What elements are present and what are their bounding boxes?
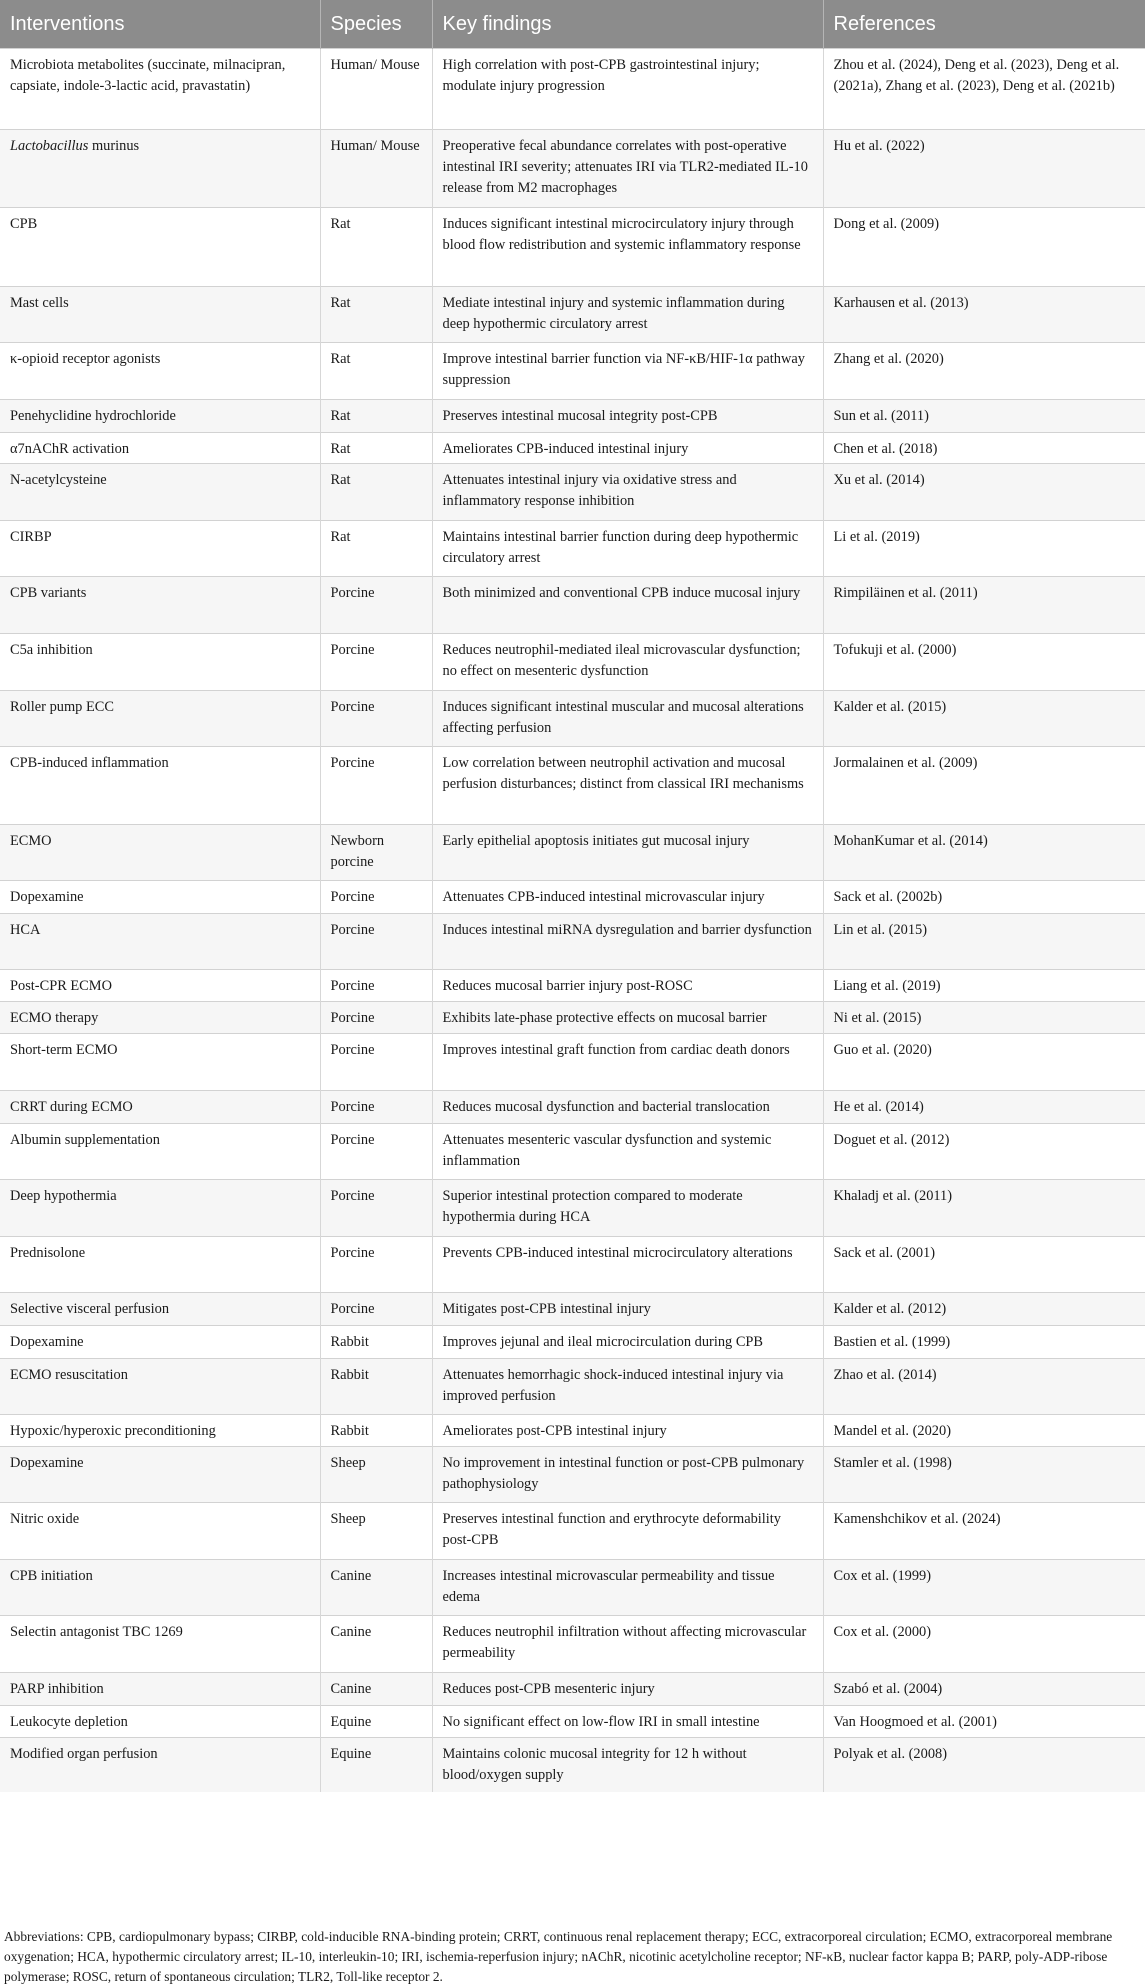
cell-species: Rabbit (320, 1326, 432, 1359)
cell-references: Kalder et al. (2012) (823, 1293, 1145, 1326)
cell-species: Equine (320, 1706, 432, 1738)
cell-intervention: CPB (0, 208, 320, 287)
table-row (0, 1447, 1145, 1503)
cell-references: Zhao et al. (2014) (823, 1359, 1145, 1415)
cell-references: Sack et al. (2002b) (823, 881, 1145, 914)
cell-species: Rat (320, 287, 432, 343)
cell-references: Kalder et al. (2015) (823, 691, 1145, 747)
cell-intervention: Leukocyte depletion (0, 1706, 320, 1738)
cell-references: Zhang et al. (2020) (823, 343, 1145, 400)
cell-species: Porcine (320, 1124, 432, 1180)
cell-intervention: Hypoxic/hyperoxic preconditioning (0, 1415, 320, 1447)
cell-intervention: CPB variants (0, 577, 320, 634)
table-row (0, 1738, 1145, 1792)
cell-species: Porcine (320, 691, 432, 747)
cell-species: Porcine (320, 1180, 432, 1237)
cell-references: Kamenshchikov et al. (2024) (823, 1503, 1145, 1560)
table-row (0, 1293, 1145, 1326)
cell-references: Liang et al. (2019) (823, 970, 1145, 1002)
cell-references: Polyak et al. (2008) (823, 1738, 1145, 1792)
table-row (0, 208, 1145, 287)
cell-species: Porcine (320, 634, 432, 691)
cell-key-findings: Mitigates post-CPB intestinal injury (432, 1293, 823, 1326)
cell-key-findings: Preserves intestinal function and erythrocyte deformability post-CPB (432, 1503, 823, 1560)
cell-references: Stamler et al. (1998) (823, 1447, 1145, 1503)
cell-species: Rabbit (320, 1359, 432, 1415)
cell-intervention: ECMO therapy (0, 1002, 320, 1034)
cell-species: Porcine (320, 1237, 432, 1293)
table-row (0, 970, 1145, 1002)
cell-species: Canine (320, 1673, 432, 1706)
cell-intervention: C5a inhibition (0, 634, 320, 691)
cell-key-findings: Both minimized and conventional CPB induce mucosal injury (432, 577, 823, 634)
table-header (0, 0, 1145, 49)
table-row (0, 1002, 1145, 1034)
cell-intervention: CRRT during ECMO (0, 1091, 320, 1124)
cell-species: Porcine (320, 914, 432, 970)
cell-intervention: Dopexamine (0, 1447, 320, 1503)
table-row (0, 49, 1145, 130)
cell-references: Dong et al. (2009) (823, 208, 1145, 287)
cell-key-findings: High correlation with post-CPB gastrointestinal injury; modulate injury progression (432, 49, 823, 130)
cell-intervention: Short-term ECMO (0, 1034, 320, 1091)
cell-intervention: CIRBP (0, 521, 320, 577)
cell-intervention: Deep hypothermia (0, 1180, 320, 1237)
table-row (0, 634, 1145, 691)
cell-species: Porcine (320, 970, 432, 1002)
table-row (0, 130, 1145, 208)
cell-key-findings: Attenuates CPB-induced intestinal microvascular injury (432, 881, 823, 914)
table-row (0, 287, 1145, 343)
cell-key-findings: Prevents CPB-induced intestinal microcirculatory alterations (432, 1237, 823, 1293)
cell-intervention: Albumin supplementation (0, 1124, 320, 1180)
cell-intervention: Dopexamine (0, 1326, 320, 1359)
cell-species: Sheep (320, 1447, 432, 1503)
table-row (0, 1560, 1145, 1616)
table-row (0, 747, 1145, 825)
cell-key-findings: Induces significant intestinal muscular and mucosal alterations affecting perfusion (432, 691, 823, 747)
cell-key-findings: Induces intestinal miRNA dysregulation and barrier dysfunction (432, 914, 823, 970)
cell-key-findings: Attenuates mesenteric vascular dysfunction and systemic inflammation (432, 1124, 823, 1180)
header-references: References (823, 0, 1145, 49)
cell-references: Lin et al. (2015) (823, 914, 1145, 970)
table-row (0, 433, 1145, 464)
cell-key-findings: Early epithelial apoptosis initiates gut mucosal injury (432, 825, 823, 881)
table-row (0, 464, 1145, 521)
cell-key-findings: Preserves intestinal mucosal integrity post-CPB (432, 400, 823, 433)
table-row (0, 1415, 1145, 1447)
cell-key-findings: No significant effect on low-flow IRI in small intestine (432, 1706, 823, 1738)
cell-intervention: Selectin antagonist TBC 1269 (0, 1616, 320, 1673)
cell-intervention: ECMO resuscitation (0, 1359, 320, 1415)
cell-key-findings: Reduces neutrophil-mediated ileal microvascular dysfunction; no effect on mesenteric dysfunction (432, 634, 823, 691)
cell-key-findings: Improves jejunal and ileal microcirculation during CPB (432, 1326, 823, 1359)
cell-references: Van Hoogmoed et al. (2001) (823, 1706, 1145, 1738)
header-key-findings: Key findings (432, 0, 823, 49)
table-row (0, 825, 1145, 881)
table-row (0, 577, 1145, 634)
abbreviations-footnote: Abbreviations: CPB, cardiopulmonary bypass; CIRBP, cold-inducible RNA-binding protein; CRRT, continuous renal replacement therapy; ECC, extracorporeal circulation; ECMO, extracorporeal membrane oxygenation; HCA, hypothermic circulatory arrest; IL-10, interleukin-10; IRI, ischemia-reperfusion injury; nAChR, nicotinic acetylcholine receptor; NF-κB, nuclear factor kappa B; PARP, poly-ADP-ribose polymerase; ROSC, return of spontaneous circulation; TLR2, Toll-like receptor 2. (4, 1929, 1113, 1984)
cell-intervention: N-acetylcysteine (0, 464, 320, 521)
header-species: Species (320, 0, 432, 49)
cell-species: Rat (320, 464, 432, 521)
cell-key-findings: No improvement in intestinal function or post-CPB pulmonary pathophysiology (432, 1447, 823, 1503)
table-row (0, 521, 1145, 577)
cell-references: Cox et al. (2000) (823, 1616, 1145, 1673)
cell-references: Doguet et al. (2012) (823, 1124, 1145, 1180)
cell-species: Porcine (320, 1293, 432, 1326)
cell-intervention: HCA (0, 914, 320, 970)
cell-key-findings: Reduces mucosal dysfunction and bacterial translocation (432, 1091, 823, 1124)
intervention-species-epithet: murinus (88, 138, 140, 154)
table-row (0, 1706, 1145, 1738)
cell-species: Porcine (320, 1091, 432, 1124)
cell-references: Cox et al. (1999) (823, 1560, 1145, 1616)
cell-key-findings: Improve intestinal barrier function via NF-κB/HIF-1α pathway suppression (432, 343, 823, 400)
table-row (0, 1091, 1145, 1124)
table-row (0, 1326, 1145, 1359)
cell-key-findings: Attenuates hemorrhagic shock-induced intestinal injury via improved perfusion (432, 1359, 823, 1415)
cell-intervention: Prednisolone (0, 1237, 320, 1293)
cell-species: Newborn porcine (320, 825, 432, 881)
cell-species: Porcine (320, 747, 432, 825)
cell-species: Human/ Mouse (320, 49, 432, 130)
cell-intervention: Nitric oxide (0, 1503, 320, 1560)
cell-species: Rat (320, 208, 432, 287)
cell-intervention: Post-CPR ECMO (0, 970, 320, 1002)
table-row (0, 1034, 1145, 1091)
cell-species: Canine (320, 1560, 432, 1616)
table-row (0, 1124, 1145, 1180)
cell-references: He et al. (2014) (823, 1091, 1145, 1124)
table-row (0, 1359, 1145, 1415)
cell-key-findings: Reduces mucosal barrier injury post-ROSC (432, 970, 823, 1002)
header-row (0, 0, 1145, 49)
cell-references: Hu et al. (2022) (823, 130, 1145, 208)
cell-references: Karhausen et al. (2013) (823, 287, 1145, 343)
cell-intervention: Mast cells (0, 287, 320, 343)
cell-species: Rabbit (320, 1415, 432, 1447)
cell-references: Tofukuji et al. (2000) (823, 634, 1145, 691)
cell-references: MohanKumar et al. (2014) (823, 825, 1145, 881)
cell-intervention: Microbiota metabolites (succinate, milnacipran, capsiate, indole-3-lactic acid, pravastatin) (0, 49, 320, 130)
cell-key-findings: Maintains colonic mucosal integrity for 12 h without blood/oxygen supply (432, 1738, 823, 1792)
cell-key-findings: Reduces post-CPB mesenteric injury (432, 1673, 823, 1706)
cell-key-findings: Preoperative fecal abundance correlates with post-operative intestinal IRI severity; attenuates IRI via TLR2-mediated IL-10 release from M2 macrophages (432, 130, 823, 208)
cell-key-findings: Induces significant intestinal microcirculatory injury through blood flow redistribution and systemic inflammatory response (432, 208, 823, 287)
table-body (0, 49, 1145, 1792)
cell-references: Xu et al. (2014) (823, 464, 1145, 521)
cell-intervention: Roller pump ECC (0, 691, 320, 747)
cell-key-findings: Increases intestinal microvascular permeability and tissue edema (432, 1560, 823, 1616)
cell-intervention: ECMO (0, 825, 320, 881)
cell-references: Chen et al. (2018) (823, 433, 1145, 464)
table-row (0, 1503, 1145, 1560)
header-interventions: Interventions (0, 0, 320, 49)
cell-species: Sheep (320, 1503, 432, 1560)
cell-references: Mandel et al. (2020) (823, 1415, 1145, 1447)
cell-key-findings: Improves intestinal graft function from cardiac death donors (432, 1034, 823, 1091)
cell-species: Equine (320, 1738, 432, 1792)
table-row (0, 343, 1145, 400)
table-row (0, 400, 1145, 433)
cell-references: Jormalainen et al. (2009) (823, 747, 1145, 825)
table-row (0, 1673, 1145, 1706)
cell-intervention: Dopexamine (0, 881, 320, 914)
cell-intervention (0, 130, 320, 208)
cell-intervention: α7nAChR activation (0, 433, 320, 464)
cell-key-findings: Superior intestinal protection compared to moderate hypothermia during HCA (432, 1180, 823, 1237)
table-row (0, 1180, 1145, 1237)
cell-references: Rimpiläinen et al. (2011) (823, 577, 1145, 634)
cell-key-findings: Attenuates intestinal injury via oxidative stress and inflammatory response inhibition (432, 464, 823, 521)
cell-intervention: PARP inhibition (0, 1673, 320, 1706)
table-row (0, 1616, 1145, 1673)
cell-species: Rat (320, 521, 432, 577)
cell-intervention: κ-opioid receptor agonists (0, 343, 320, 400)
cell-intervention: CPB-induced inflammation (0, 747, 320, 825)
cell-key-findings: Maintains intestinal barrier function during deep hypothermic circulatory arrest (432, 521, 823, 577)
cell-key-findings: Ameliorates post-CPB intestinal injury (432, 1415, 823, 1447)
cell-species: Human/ Mouse (320, 130, 432, 208)
cell-references: Ni et al. (2015) (823, 1002, 1145, 1034)
table-row (0, 691, 1145, 747)
cell-key-findings: Reduces neutrophil infiltration without affecting microvascular permeability (432, 1616, 823, 1673)
cell-references: Sack et al. (2001) (823, 1237, 1145, 1293)
cell-intervention: Penehyclidine hydrochloride (0, 400, 320, 433)
cell-species: Porcine (320, 577, 432, 634)
cell-key-findings: Mediate intestinal injury and systemic inflammation during deep hypothermic circulatory arrest (432, 287, 823, 343)
cell-references: Szabó et al. (2004) (823, 1673, 1145, 1706)
table-row (0, 914, 1145, 970)
table-row (0, 1237, 1145, 1293)
cell-species: Rat (320, 433, 432, 464)
cell-species: Rat (320, 400, 432, 433)
cell-references: Li et al. (2019) (823, 521, 1145, 577)
cell-key-findings: Ameliorates CPB-induced intestinal injury (432, 433, 823, 464)
table-row (0, 881, 1145, 914)
cell-intervention: Selective visceral perfusion (0, 1293, 320, 1326)
cell-species: Porcine (320, 1002, 432, 1034)
cell-references: Guo et al. (2020) (823, 1034, 1145, 1091)
cell-references: Sun et al. (2011) (823, 400, 1145, 433)
cell-key-findings: Low correlation between neutrophil activation and mucosal perfusion disturbances; distinct from classical IRI mechanisms (432, 747, 823, 825)
cell-references: Zhou et al. (2024), Deng et al. (2023), Deng et al. (2021a), Zhang et al. (2023), Deng et al. (2021b) (823, 49, 1145, 130)
cell-species: Porcine (320, 881, 432, 914)
cell-intervention: Modified organ perfusion (0, 1738, 320, 1792)
intervention-genus: Lactobacillus (10, 138, 89, 154)
cell-references: Khaladj et al. (2011) (823, 1180, 1145, 1237)
cell-intervention: CPB initiation (0, 1560, 320, 1616)
cell-species: Porcine (320, 1034, 432, 1091)
cell-species: Canine (320, 1616, 432, 1673)
cell-references: Bastien et al. (1999) (823, 1326, 1145, 1359)
cell-species: Rat (320, 343, 432, 400)
cell-key-findings: Exhibits late-phase protective effects on mucosal barrier (432, 1002, 823, 1034)
